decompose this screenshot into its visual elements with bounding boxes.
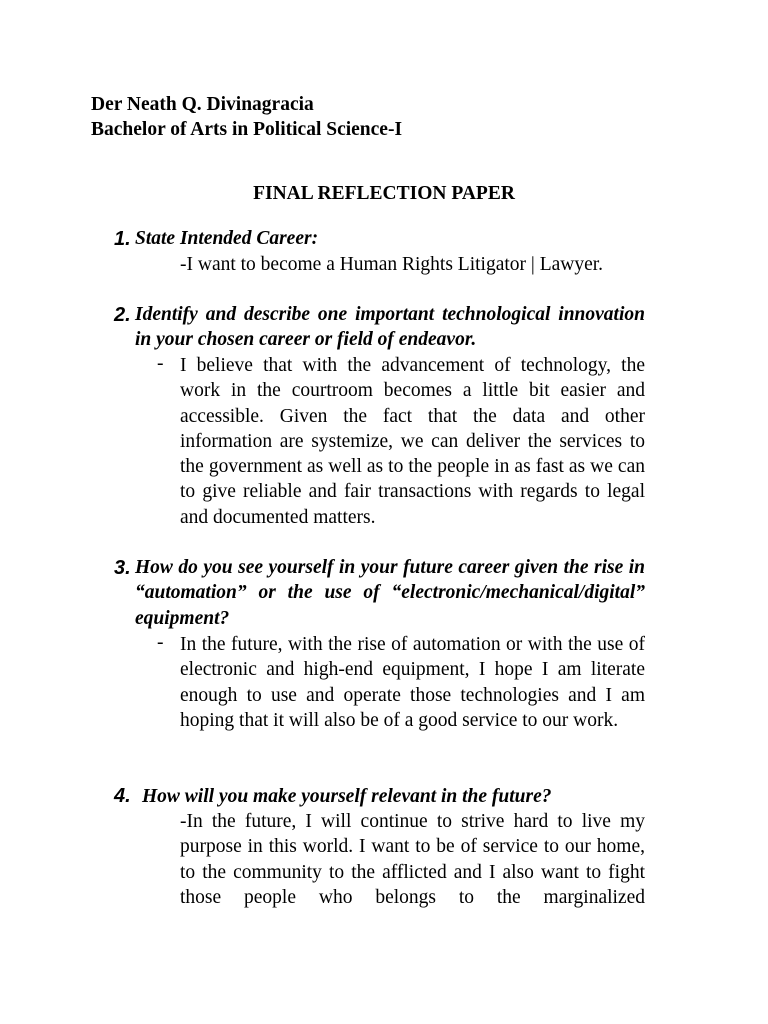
- answer-dash: -: [157, 632, 164, 653]
- question-number: 2.: [114, 304, 131, 326]
- question-text: Identify and describe one important technological innovation in your chosen career or field of endeavor.: [135, 304, 645, 351]
- answer-text: -I want to become a Human Rights Litigator | Lawyer.: [180, 254, 604, 275]
- question-text: How do you see yourself in your future career given the rise in “automation” or the use of “electronic/mechanical/digital” equipment?: [135, 557, 645, 629]
- question-number: 3.: [114, 557, 131, 579]
- question-number: 1.: [114, 228, 131, 250]
- answer-text: I believe that with the advancement of technology, the work in the courtroom becomes a little bit easier and accessible. Given the fact that the data and other information are systemize, we can deliver the services to the government as well as to the people in as fast as we can to give reliable and fair transactions with regards to legal and documented matters.: [180, 355, 645, 528]
- answer-dash: -: [157, 353, 164, 374]
- question-text: State Intended Career:: [135, 228, 319, 249]
- document-title: FINAL REFLECTION PAPER: [253, 183, 515, 204]
- question-number: 4.: [114, 785, 131, 807]
- author-program: Bachelor of Arts in Political Science-I: [91, 119, 403, 140]
- question-text: How will you make yourself relevant in the future?: [142, 786, 552, 807]
- author-name: Der Neath Q. Divinagracia: [91, 94, 314, 115]
- answer-text: -In the future, I will continue to strive hard to live my purpose in this world. I want to be of service to our home, to the community to the afflicted and I also want to fight those people who belongs to the marginalized: [180, 811, 645, 908]
- answer-text: In the future, with the rise of automation or with the use of electronic and high-end equipment, I hope I am literate enough to use and operate those technologies and I am hoping that it will also be of a good service to our work.: [180, 634, 645, 731]
